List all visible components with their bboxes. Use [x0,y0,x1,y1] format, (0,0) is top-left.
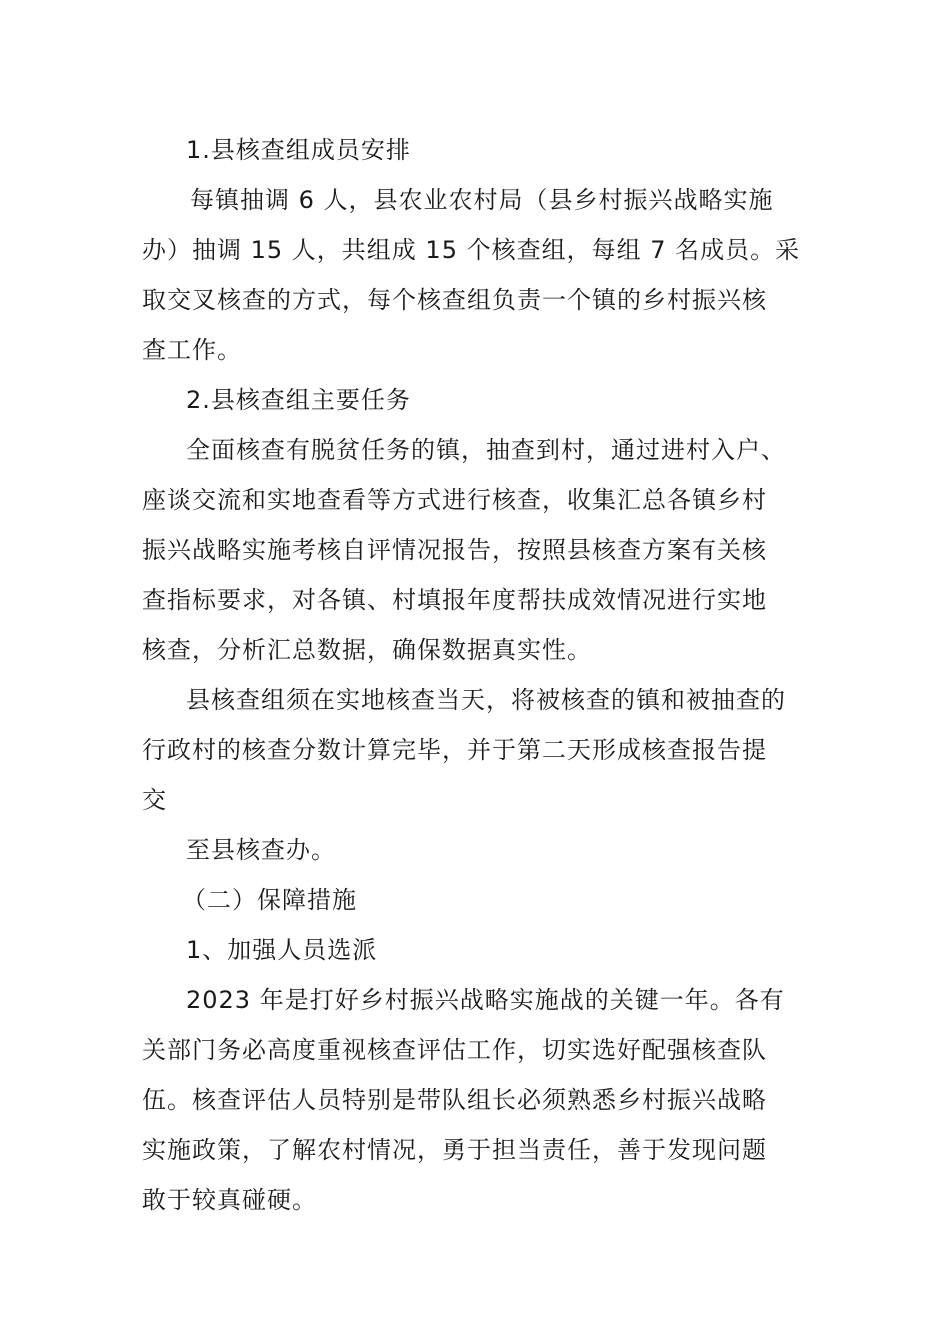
paragraph-line: 全面核查有脱贫任务的镇，抽查到村，通过进村入户、 [186,436,786,464]
paragraph-line: 县核查组须在实地核查当天，将被核查的镇和被抽查的 [186,686,786,714]
paragraph-line: 至县核查办。 [186,836,336,864]
paragraph-line: 办）抽调 15 人，共组成 15 个核查组，每组 7 名成员。采 [142,236,801,264]
paragraph-line: 查工作。 [142,336,242,364]
paragraph-line: 实施政策，了解农村情况，勇于担当责任，善于发现问题 [142,1136,767,1164]
paragraph-line: 查指标要求，对各镇、村填报年度帮扶成效情况进行实地 [142,586,767,614]
paragraph-line: 伍。核查评估人员特别是带队组长必须熟悉乡村振兴战略 [142,1086,767,1114]
heading-staff-selection: 1、加强人员选派 [186,936,378,964]
paragraph-line: 敢于较真碰硬。 [142,1186,317,1214]
paragraph-line: 关部门务必高度重视核查评估工作，切实选好配强核查队 [142,1036,767,1064]
paragraph-line: 2023 年是打好乡村振兴战略实施战的关键一年。各有 [186,986,785,1014]
paragraph-line: 核查，分析汇总数据，确保数据真实性。 [142,636,592,664]
paragraph-line: 座谈交流和实地查看等方式进行核查，收集汇总各镇乡村 [142,486,767,514]
paragraph-line: 行政村的核查分数计算完毕，并于第二天形成核查报告提 [142,736,767,764]
paragraph-line: 取交叉核查的方式，每个核查组负责一个镇的乡村振兴核 [142,286,767,314]
heading-main-tasks: 2.县核查组主要任务 [186,386,411,414]
paragraph-line: 每镇抽调 6 人，县农业农村局（县乡村振兴战略实施 [190,186,774,214]
paragraph-line: 振兴战略实施考核自评情况报告，按照县核查方案有关核 [142,536,767,564]
heading-safeguard-measures: （二）保障措施 [182,886,357,914]
heading-member-arrangement: 1.县核查组成员安排 [186,136,411,164]
paragraph-line: 交 [142,786,167,814]
